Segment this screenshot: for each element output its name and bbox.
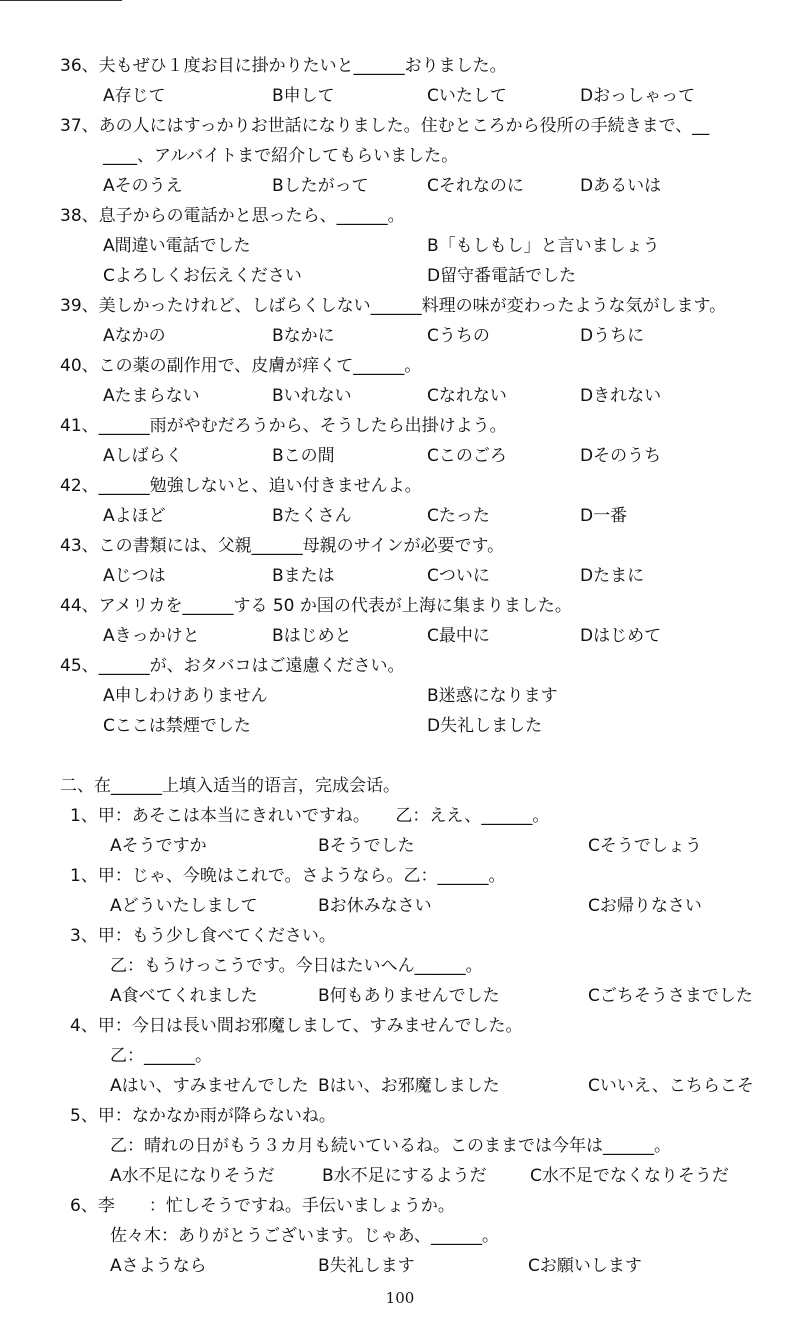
q42-option-b: Bたくさん xyxy=(272,506,352,526)
dialog4-line: 4、甲：今日は長い間お邪魔しまして、すみませんでした。 xyxy=(70,1016,523,1036)
dialog6-line2: 佐々木：ありがとうございます。じゃあ、______。 xyxy=(110,1226,499,1246)
q36-option-d: Dおっしゃって xyxy=(580,86,696,106)
q45-option-c: Cここは禁煙でした xyxy=(103,716,251,736)
q37-stem-cont: ____、アルバイトまで紹介してもらいました。 xyxy=(103,146,459,166)
q37-option-c: Cそれなのに xyxy=(427,176,524,196)
q45-stem: 45、______が、おタバコはご遠慮ください。 xyxy=(60,656,405,676)
q43-option-a: Aじつは xyxy=(103,566,166,586)
q36-option-c: Cいたして xyxy=(427,86,507,106)
q43-option-b: Bまたは xyxy=(272,566,335,586)
dialog3-line2: 乙：もうけっこうです。今日はたいへん______。 xyxy=(110,956,483,976)
q38-option-c: Cよろしくお伝えください xyxy=(103,266,302,286)
q44-stem: 44、アメリカを______する 50 か国の代表が上海に集まりました。 xyxy=(60,596,572,616)
q37-stem: 37、あの人にはすっかりお世話になりました。住むところから役所の手続きまで、__ xyxy=(60,116,710,136)
q40-option-d: Dきれない xyxy=(580,386,662,406)
dialog6-option-b: B失礼します xyxy=(318,1256,415,1276)
dialog6-line: 6、李 ：忙しそうですね。手伝いましょうか。 xyxy=(70,1196,455,1216)
q45-option-a: A申しわけありません xyxy=(103,686,268,706)
q38-option-d: D留守番電話でした xyxy=(427,266,577,286)
q37-option-a: Aそのうえ xyxy=(103,176,183,196)
dialog1-option-b: Bそうでした xyxy=(318,836,415,856)
q40-stem: 40、この薬の副作用で、皮膚が痒くて______。 xyxy=(60,356,422,376)
dialog1-line: 1、甲：あそこは本当にきれいですね。 乙：ええ、______。 xyxy=(70,806,550,826)
dialog2-line: 1、甲：じゃ、今晩はこれで。さようなら。乙：______。 xyxy=(70,866,506,886)
q42-option-d: D一番 xyxy=(580,506,628,526)
q40-option-b: Bいれない xyxy=(272,386,352,406)
q41-option-c: Cこのごろ xyxy=(427,446,507,466)
q39-option-d: Dうちに xyxy=(580,326,645,346)
dialog4-option-b: Bはい、お邪魔しました xyxy=(318,1076,500,1096)
dialog4-option-a: Aはい、すみませんでした xyxy=(110,1076,309,1096)
dialog2-option-c: Cお帰りなさい xyxy=(588,896,702,916)
dialog6-option-a: Aさようなら xyxy=(110,1256,207,1276)
dialog1-option-c: Cそうでしょう xyxy=(588,836,702,856)
page-number: 100 xyxy=(385,1289,415,1307)
dialog5-option-a: A水不足になりそうだ xyxy=(110,1166,275,1186)
dialog4-line2: 乙：______。 xyxy=(110,1046,212,1066)
q43-option-c: Cついに xyxy=(427,566,490,586)
q44-option-b: Bはじめと xyxy=(272,626,352,646)
q41-option-d: Dそのうち xyxy=(580,446,662,466)
part2-heading: 二、在______上填入适当的语言，完成会话。 xyxy=(60,776,400,796)
q37-option-b: Bしたがって xyxy=(272,176,369,196)
q41-option-b: Bこの間 xyxy=(272,446,335,466)
q45-option-b: B迷惑になります xyxy=(427,686,558,706)
q38-stem: 38、息子からの電話かと思ったら、______。 xyxy=(60,206,405,226)
dialog5-option-b: B水不足にするようだ xyxy=(322,1166,487,1186)
q42-option-c: Cたった xyxy=(427,506,490,526)
q39-option-c: Cうちの xyxy=(427,326,490,346)
dialog3-line: 3、甲：もう少し食べてください。 xyxy=(70,926,336,946)
q43-option-d: Dたまに xyxy=(580,566,645,586)
q45-option-d: D失礼しました xyxy=(427,716,543,736)
dialog4-option-c: Cいいえ、こちらこそ xyxy=(588,1076,754,1096)
q40-option-c: Cなれない xyxy=(427,386,507,406)
dialog6-option-c: Cお願いします xyxy=(528,1256,642,1276)
q40-option-a: Aたまらない xyxy=(103,386,200,406)
q43-stem: 43、この書類には、父親______母親のサインが必要です。 xyxy=(60,536,505,556)
q37-option-d: Dあるいは xyxy=(580,176,662,196)
q42-stem: 42、______勉強しないと、追い付きませんよ。 xyxy=(60,476,422,496)
dialog5-line: 5、甲：なかなか雨が降らないね。 xyxy=(70,1106,336,1126)
dialog2-option-b: Bお休みなさい xyxy=(318,896,432,916)
q36-option-a: A存じて xyxy=(103,86,166,106)
dialog2-option-a: Aどういたしまして xyxy=(110,896,258,916)
q44-option-d: Dはじめて xyxy=(580,626,662,646)
q39-option-b: Bなかに xyxy=(272,326,335,346)
dialog3-option-a: A食べてくれました xyxy=(110,986,258,1006)
dialog3-option-b: B何もありませんでした xyxy=(318,986,500,1006)
q39-option-a: Aなかの xyxy=(103,326,166,346)
q38-option-a: A間違い電話でした xyxy=(103,236,251,256)
q44-option-c: C最中に xyxy=(427,626,490,646)
q41-stem: 41、______雨がやむだろうから、そうしたら出掛けよう。 xyxy=(60,416,507,436)
q36-stem: 36、夫もぜひ１度お目に掛かりたいと______おりました。 xyxy=(60,56,507,76)
q42-option-a: Aよほど xyxy=(103,506,166,526)
top-rule xyxy=(0,0,122,1)
q41-option-a: Aしばらく xyxy=(103,446,183,466)
dialog3-option-c: Cごちそうさまでした xyxy=(588,986,753,1006)
q38-option-b: B「もしもし」と言いましょう xyxy=(427,236,660,256)
q36-option-b: B申して xyxy=(272,86,335,106)
q44-option-a: Aきっかけと xyxy=(103,626,200,646)
dialog5-line2: 乙：晴れの日がもう３カ月も続いているね。このままでは今年は______。 xyxy=(110,1136,671,1156)
dialog1-option-a: Aそうですか xyxy=(110,836,207,856)
q39-stem: 39、美しかったけれど、しばらくしない______料理の味が変わったような気がします。 xyxy=(60,296,727,316)
dialog5-option-c: C水不足でなくなりそうだ xyxy=(530,1166,729,1186)
